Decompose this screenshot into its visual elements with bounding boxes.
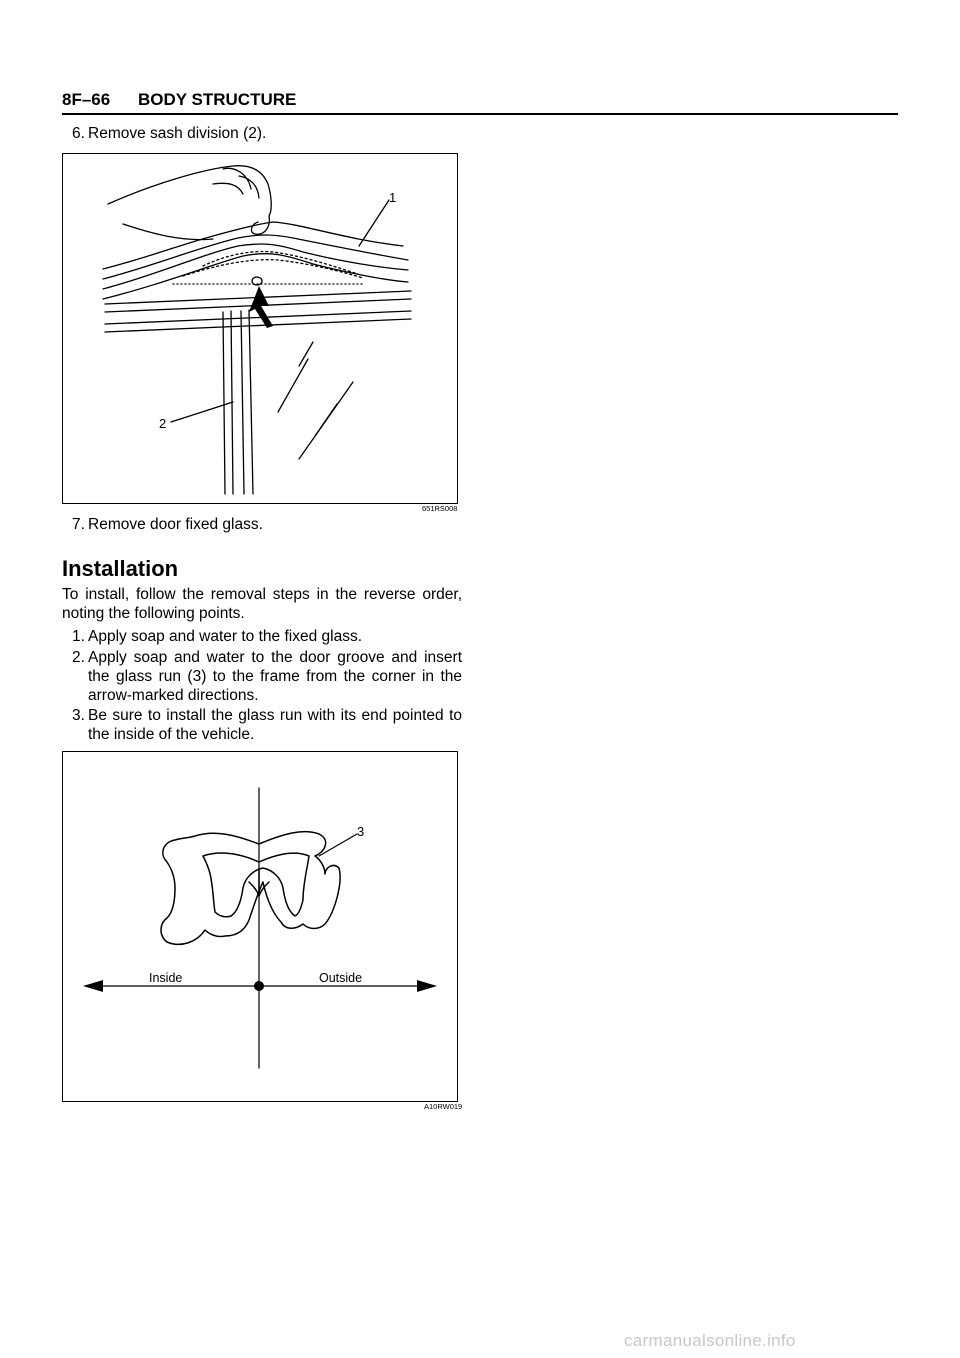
step-number: 2. <box>72 649 85 666</box>
callout-1: 1 <box>389 190 397 205</box>
glass-run-illustration <box>63 752 457 1101</box>
step-number: 6. <box>72 125 85 142</box>
figure-sash-division <box>62 153 458 504</box>
step-text: Apply soap and water to the fixed glass. <box>88 628 362 645</box>
installation-intro: To install, follow the removal steps in the reverse order, noting the following points. <box>62 586 462 622</box>
page-header <box>62 88 898 114</box>
removal-step-7 <box>62 515 462 535</box>
installation-step-2 <box>62 648 462 708</box>
installation-step-1 <box>62 627 462 647</box>
callout-3: 3 <box>357 824 365 839</box>
step-text: Remove door fixed glass. <box>88 516 263 533</box>
installation-step-3 <box>62 706 462 746</box>
installation-heading: Installation <box>62 556 179 581</box>
step-text: Remove sash division (2). <box>88 125 267 142</box>
step-number: 3. <box>72 707 85 724</box>
step-text: Be sure to install the glass run with its end pointed to the inside of the vehicle. <box>88 707 462 743</box>
sash-division-illustration <box>63 154 457 503</box>
label-outside: Outside <box>319 971 363 985</box>
step-number: 7. <box>72 516 85 533</box>
removal-step-6 <box>62 124 462 144</box>
figure-glass-run-profile <box>62 751 458 1102</box>
label-inside: Inside <box>149 971 183 985</box>
figure-code: A10RW019 <box>424 1102 463 1111</box>
callout-2: 2 <box>159 416 167 431</box>
step-number: 1. <box>72 628 85 645</box>
watermark: carmanualsonline.info <box>624 1331 796 1350</box>
section-title: BODY STRUCTURE <box>138 90 297 109</box>
step-text: Apply soap and water to the door groove and insert the glass run (3) to the frame from the corner in the arrow-marked directions. <box>88 649 462 704</box>
header-rule <box>62 113 898 115</box>
figure-code: 651RS008 <box>422 504 458 513</box>
page-number: 8F–66 <box>62 90 111 109</box>
